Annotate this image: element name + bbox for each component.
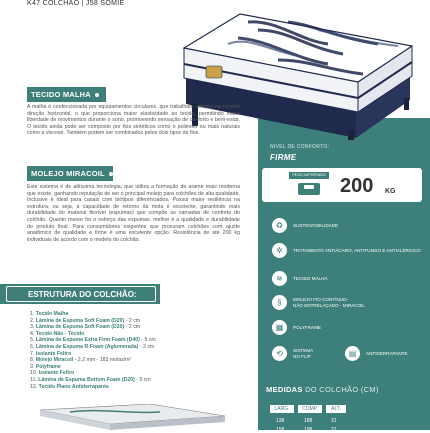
no-flip-icon: ⟲ [272,346,287,361]
section-header-tecido: TECIDO MALHA [27,87,106,102]
layer-item [30,357,156,364]
antimite-icon: ✲ [272,243,287,258]
layer-name: Tecido Malha [35,311,69,317]
non-slip-icon: ▤ [345,346,360,361]
layer-item [30,311,156,318]
measures-cell: 31 [331,418,337,424]
measures-cell: 158 [276,427,285,433]
layer-item [30,364,156,371]
tecido-description: A malha é confeccionada por equipamentos circulares, que trabalham sempre na mesma direção horizontal, o que proporciona maior elasticidade ao tecido, permitindo maior liberdade de movimentos durante o sono, promovendo sensação de conforto e bem-estar. O tecido ainda pode ser composto por fios sintéticos como o poliéster ou mais naturais como a viscose. Também podem ser combinados pelos dois tipos de fios. [27,104,240,137]
polyframe-icon: ▦ [272,320,287,335]
layer-name: Isolante Feltro [38,370,75,377]
layer-spec: - 5 cm [134,376,151,383]
layer-item [30,384,156,391]
layer-item [30,344,156,351]
layer-number: 10. [30,370,38,377]
feature-label: MOLEJO FIO CONTÍNUO- NÃO ENTRELAÇADO - MIRACOIL [293,297,365,308]
measures-header-height: ALT. [326,405,346,413]
layer-number: 12. [30,383,38,390]
layers-image [30,404,230,430]
feature-label: ANTIDERRAPANTE [366,350,408,356]
layer-spec: - 2 cm [124,324,141,331]
layer-name: Molejo Miracoil [35,357,74,364]
comfort-value: FIRME [270,153,297,162]
feature-item [272,243,421,258]
weight-tag: PESO SUPORTADO [289,172,329,179]
weight-value: 200 [340,175,374,197]
feature-label: TRATAMENTO ANTIÁCARO, ANTIFUNGO E ANTIALÉRGICO [293,247,421,253]
feature-item [272,218,338,233]
layer-list [30,311,156,390]
layer-spec: - 5 cm [139,337,156,344]
knit-fabric-icon: ≋ [272,271,287,286]
feature-label: TECIDO MALHA [293,275,328,281]
layer-item [30,324,156,331]
spring-icon: § [272,295,287,310]
layer-name: Tecido Não - Tecido [35,330,85,337]
layer-name: Isolante Feltro [35,350,72,357]
layer-number: 6. [30,343,35,350]
layer-item [30,318,156,325]
layer-number: 3. [30,324,35,331]
layer-number: 1. [30,311,35,317]
measures-header-length: COMP. [298,405,322,413]
feature-item [272,320,321,335]
measures-title: MEDIDAS DO COLCHÃO (CM) [266,385,379,394]
layer-name: Tecido Plano Antiderrapante [38,383,109,390]
layer-name: Lâmina de Espuma Soft Foam (D20) [35,324,125,331]
layer-spec: - 2 cm [124,317,141,324]
feature-item [345,346,408,361]
feature-item [272,346,313,361]
layer-spec: - 2,2 mm - 183 molas/m² [73,357,132,364]
layer-name: Lâmina de Espuma R Foam (Aglomerada) [35,343,139,350]
measures-header-width: LARG. [270,405,294,413]
feature-label: POLYFRAME [293,324,321,330]
layer-item [30,337,156,344]
layer-name: Lâmina de Espuma Bottom Foam (D20) [38,376,135,383]
measures-cell: 138 [276,418,285,424]
layer-name: Polyframe [35,363,61,370]
weight-unit: KG [385,188,396,195]
molejo-description: Este sistema é de altíssima tecnologia, que utiliza a formação de arame mais moderna que existe, ganhando reputação de ser o principal molejo para colchões de alta qualidade. Inclusive é ideal para casais com biótipos diferenciados. Possui maior resiliência na estrutura, ou seja, a capacidade de retorno da mola é excelente, garantindo mais durabilidade do material flexível (espumas) que compõe as camadas de conforto do colchão. Quanto menor for o esforço das espumas, melhor é a qualidade e durabilidade do produto final. Para consumidores exigentes que procuram colchões com ajuste anatômico de qualidade e firme é uma excelente opção. Resistência de até 200 kg individuais de acordo com o modelo do colchão. [27,184,240,243]
layer-name: Lâmina de Espuma Soft Foam (D20) [35,317,125,324]
layer-item [30,331,156,338]
layer-name: Lâmina de Espuma Extra Firm Foam (D40) [35,337,140,344]
feature-label: SISTEMA NO FLIP [293,348,314,359]
brand-line: K47 COLCHÃO | J58 SOMIE [27,0,125,7]
layer-number: 5. [30,337,35,344]
section-header-estrutura: ESTRUTURA DO COLCHÃO: [0,284,160,304]
layer-item [30,370,156,377]
layer-number: 7. [30,350,35,357]
feature-item [272,295,365,310]
layer-number: 11. [30,376,37,383]
layer-number: 8. [30,357,35,364]
layer-number: 9. [30,363,35,370]
layer-number: 2. [30,317,35,324]
section-header-molejo: MOLEJO MIRACOIL [27,166,113,181]
layer-item [30,351,156,358]
feature-item [272,271,327,286]
feature-label: SUSTENTABILIDADE [293,222,339,228]
layer-spec: - 2 cm [138,343,155,350]
layer-number: 4. [30,330,35,337]
layer-item [30,377,156,384]
measures-cell: 31 [331,427,337,433]
scale-icon [296,181,322,197]
sustainability-icon: ♻ [272,218,287,233]
measures-cell: 188 [304,418,313,424]
comfort-label: NÍVEL DE CONFORTO: [270,144,330,150]
measures-cell: 198 [304,427,313,433]
